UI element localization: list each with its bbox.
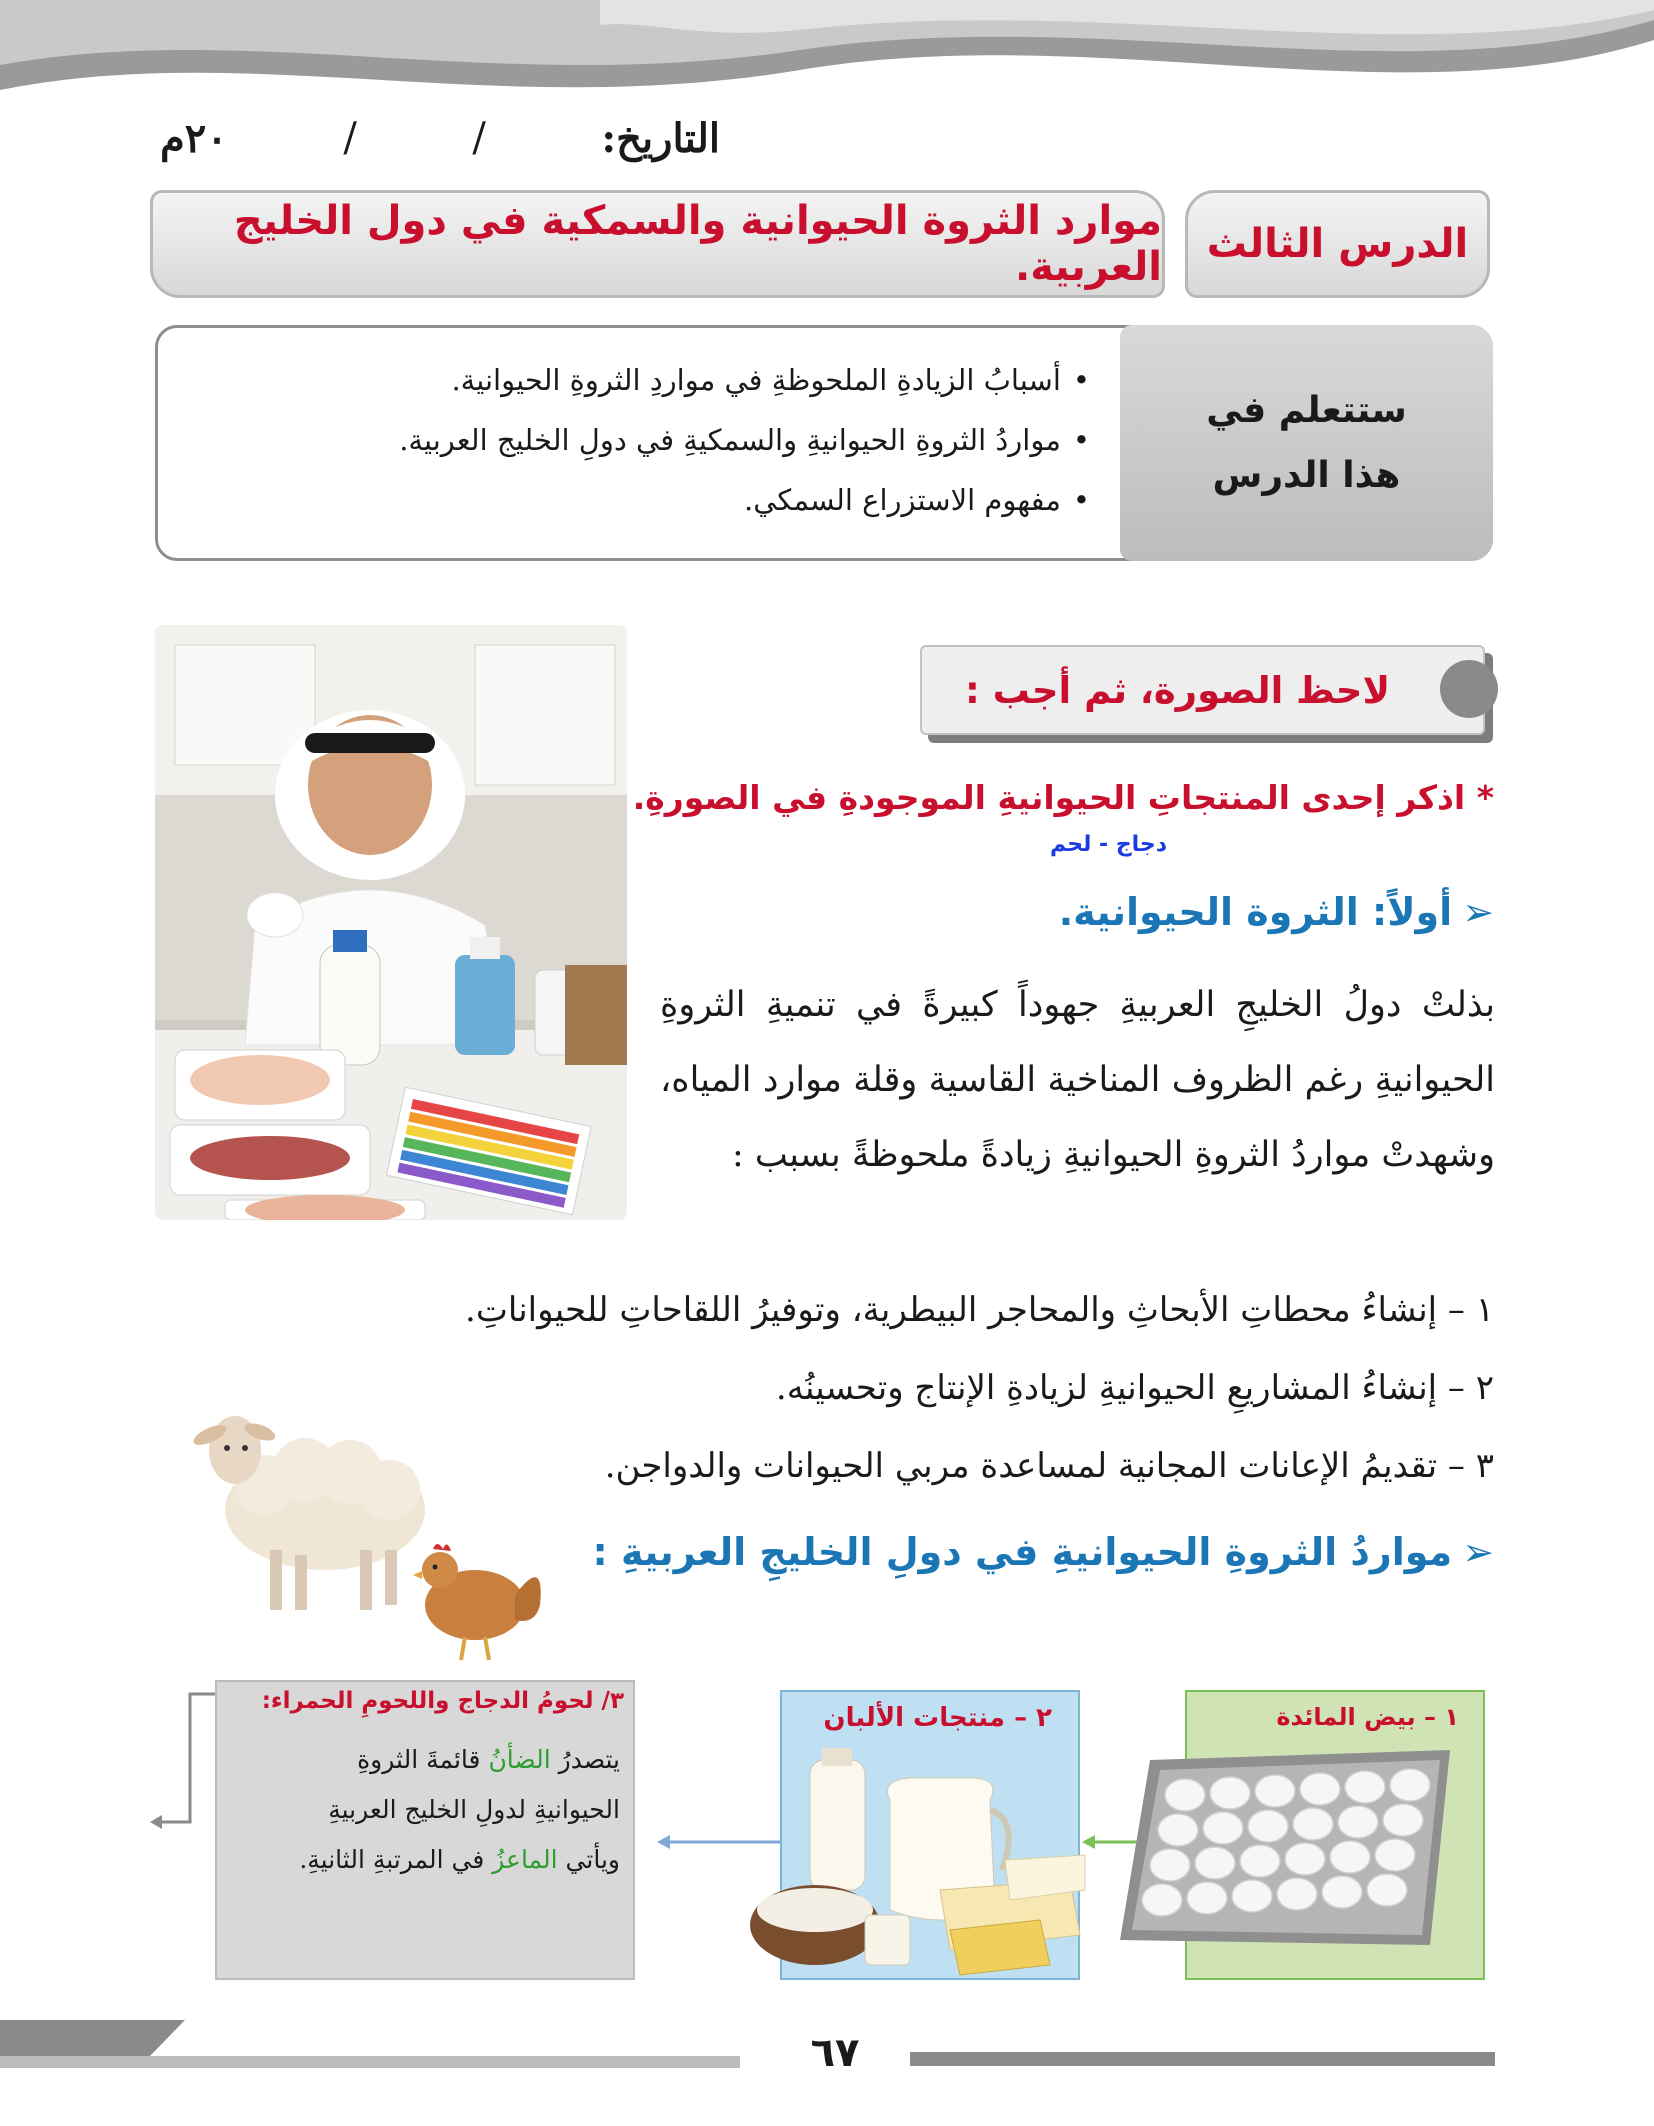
reason-item: ١ – إنشاءُ محطاتِ الأبحاثِ والمحاجر البيطرية، وتوفيرُ اللقاحاتِ للحيواناتِ. — [465, 1290, 1494, 1330]
meat-resource-text — [225, 1735, 620, 1885]
arrow-icon: ➢ — [1462, 1530, 1494, 1574]
reason-item: ٢ – إنشاءُ المشاريعِ الحيوانيةِ لزيادةِ الإنتاج وتحسينُه. — [775, 1368, 1494, 1408]
date-label: التاريخ: — [601, 114, 720, 162]
egg-tray-image — [1110, 1740, 1465, 1955]
sheep-image — [175, 1390, 435, 1620]
eggs-resource-label: ١ – بيض المائدة — [1276, 1703, 1459, 1731]
goat-highlight: الماعزُ — [492, 1845, 558, 1874]
meat-text-line — [225, 1835, 620, 1885]
objectives-tab — [1120, 325, 1493, 561]
section2-title: مواردُ الثروةِ الحيوانيةِ في دولِ الخليجِ العربيةِ : — [592, 1530, 1453, 1574]
meat-text-part: في المرتبةِ الثانيةِ. — [299, 1845, 493, 1874]
page-number: ٦٧ — [810, 2030, 860, 2076]
objectives-list — [190, 350, 1090, 530]
date-year: ٢٠م — [160, 114, 228, 162]
objectives-tab-line1: ستتعلم في — [1206, 390, 1407, 431]
lesson-title: موارد الثروة الحيوانية والسمكية في دول الخليج العربية. — [233, 198, 1162, 290]
lesson-title-banner — [150, 190, 1165, 298]
bullet-circle-icon — [1440, 660, 1498, 718]
date-slash: / — [343, 115, 357, 161]
date-line — [160, 108, 720, 168]
arrow-icon: ➢ — [1462, 890, 1494, 934]
meat-text-part: يتصدرُ — [550, 1745, 620, 1774]
hen-image — [405, 1525, 555, 1665]
meat-text-part: قائمةَ الثروةِ — [357, 1745, 489, 1774]
meat-resource-title: ٣/ لحومُ الدجاج واللحومِ الحمراء: — [261, 1688, 624, 1714]
activity-question: * اذكر إحدى المنتجاتِ الحيوانيةِ الموجودةِ في الصورةِ. — [632, 778, 1494, 817]
date-slash: / — [472, 115, 486, 161]
footer-line — [0, 2056, 740, 2068]
activity-title-box — [920, 645, 1485, 735]
objective-item: • مفهوم الاستزراع السمكي. — [190, 470, 1090, 530]
activity-answer: دجاج - لحم — [1050, 832, 1168, 857]
footer-line — [910, 2052, 1495, 2066]
meat-text-line: الحيوانيةِ لدولِ الخليج العربيةِ — [328, 1795, 620, 1824]
lesson-number-badge — [1185, 190, 1490, 298]
dairy-products-image — [740, 1740, 1090, 1980]
meat-text-line — [225, 1735, 620, 1785]
section1-paragraph: بذلتْ دولُ الخليجِ العربيةِ جهوداً كبيرةً في تنميةِ الثروةِ الحيوانيةِ رغم الظروف المناخية القاسية وقلة موارد المياه، وشهدتْ مواردُ الثروةِ الحيوانيةِ زيادةً ملحوظةً بسبب : — [660, 985, 1495, 1175]
lesson-number: الدرس الثالث — [1206, 221, 1469, 267]
section1-title: أولاً: الثروة الحيوانية. — [1058, 890, 1453, 934]
section1-heading — [1059, 890, 1494, 934]
boy-with-animal-products-photo — [155, 625, 627, 1220]
footer-decoration — [0, 2020, 185, 2056]
activity-title: لاحظ الصورة، ثم أجب : — [965, 668, 1391, 712]
objective-item: • أسبابُ الزيادةِ الملحوظةِ في مواردِ الثروةِ الحيوانية. — [190, 350, 1090, 410]
dairy-resource-label: ٢ – منتجات الألبان — [823, 1703, 1052, 1733]
objective-item: • مواردُ الثروةِ الحيوانيةِ والسمكيةِ في دولِ الخليج العربية. — [190, 410, 1090, 470]
meat-text-part: ويأتي — [557, 1845, 620, 1874]
objectives-tab-line2: هذا الدرس — [1212, 455, 1401, 496]
reason-item: ٣ – تقديمُ الإعانات المجانية لمساعدة مربي الحيوانات والدواجن. — [604, 1446, 1494, 1486]
section2-heading — [593, 1530, 1494, 1574]
sheep-highlight: الضأنُ — [488, 1745, 551, 1774]
